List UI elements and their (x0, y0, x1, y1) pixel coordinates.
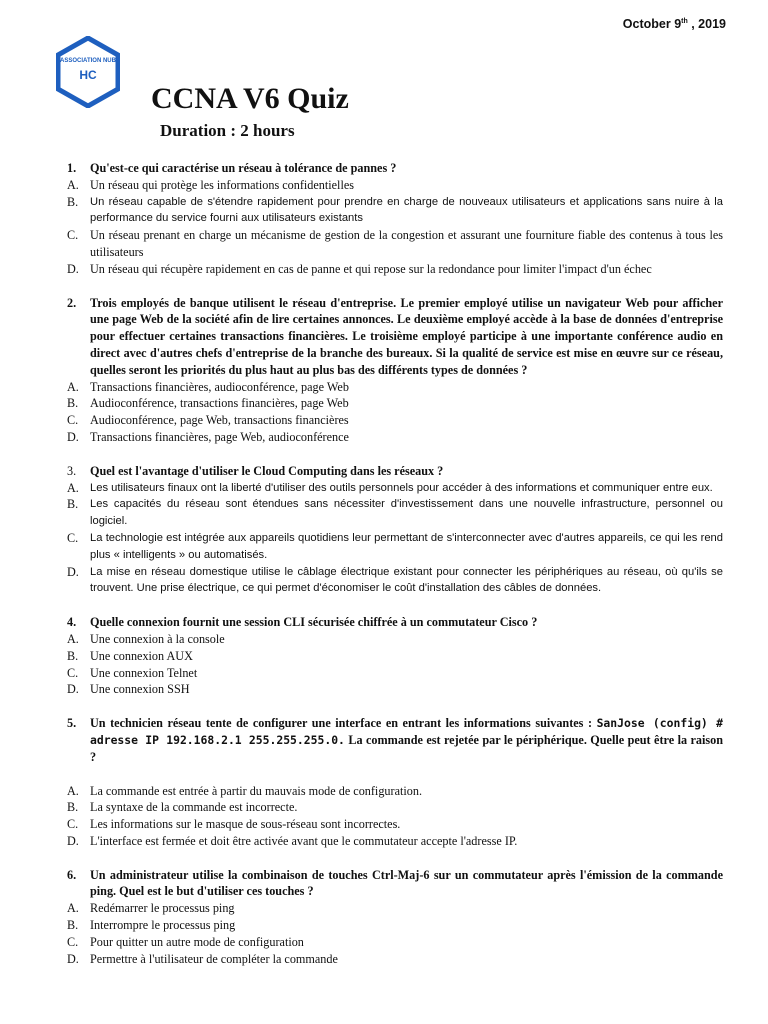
logo-initials: HC (79, 68, 97, 82)
question-5 (67, 715, 723, 850)
answer-option: A. La commande est entrée à partir du mauvais mode de configuration. (67, 783, 422, 798)
question-text: 5. Un technicien réseau tente de configurer une interface en entrant les informations suivantes : SanJose (config) # adresse IP 192.168.2.1 255.255.255.0. La commande est rejetée par le périphérique. Quelle peut être la raison ? (67, 716, 723, 764)
answer-option: D. Un réseau qui récupère rapidement en cas de panne et qui repose sur la redondance pour limiter l'impact d'un échec (67, 261, 652, 276)
answer-option: C. Pour quitter un autre mode de configuration (67, 934, 304, 949)
answer-option: B. Les capacités du réseau sont étendues sans nécessiter d'investissement dans une nouvelle infrastructure, personnel ou logiciel. (67, 497, 723, 528)
answer-option: C. Une connexion Telnet (67, 665, 198, 680)
question-1 (67, 160, 723, 278)
question-text: 6. Un administrateur utilise la combinaison de touches Ctrl-Maj-6 sur un commutateur après l'émission de la commande ping. Quel est le but d'utiliser ces touches ? (67, 867, 723, 899)
quiz-duration: Duration : 2 hours (160, 121, 295, 140)
answer-option: D. Transactions financières, page Web, audioconférence (67, 429, 349, 444)
organization-logo (56, 36, 120, 108)
answer-option: B. Interrompre le processus ping (67, 918, 236, 933)
answer-option: B. Un réseau capable de s'étendre rapidement pour prendre en charge de nouveaux utilisateurs et applications sans nuire à la performance du service fourni aux utilisateurs existants (67, 194, 723, 225)
question-3 (67, 463, 723, 597)
answer-option: C. Les informations sur le masque de sous-réseau sont incorrectes. (67, 817, 401, 832)
answer-option: C. La technologie est intégrée aux appareils quotidiens leur permettant de s'interconnecter avec d'autres appareils, ce qui les rend plus « intelligents » ou automatisés. (67, 530, 723, 561)
document-date: October 9th , 2019 (622, 17, 726, 31)
cli-command: SanJose (config) # adresse IP 192.168.2.1 255.255.255.0. (90, 716, 723, 747)
page-title: CCNA V6 Quiz (151, 82, 349, 115)
answer-option: A. Les utilisateurs finaux ont la liberté d'utiliser des outils personnels pour accéder à des informations et communiquer entre eux. (67, 480, 713, 495)
question-text: 2. Trois employés de banque utilisent le réseau d'entreprise. Le premier employé utilise un navigateur Web pour afficher une page Web de la société afin de lire certaines annonces. Le deuxième employé accède à la base de données d'entreprise pour effectuer certaines transactions financières. Le troisième employé participe à une importante conférence audio en direct avec d'autres chefs d'entreprise de la branche des bureaux. Si la qualité de service est mise en œuvre sur ce réseau, quelles seront les priorités du plus haut au plus bas des différents types de données ? (67, 295, 723, 377)
answer-option: D. L'interface est fermée et doit être activée avant que le commutateur accepte l'adresse IP. (67, 833, 518, 848)
answer-option: A. Redémarrer le processus ping (67, 901, 235, 916)
answer-option: B. Audioconférence, transactions financières, page Web (67, 396, 349, 411)
quiz-content (67, 160, 723, 984)
answer-option: D. Permettre à l'utilisateur de compléter la commande (67, 951, 338, 966)
answer-option: D. Une connexion SSH (67, 682, 190, 697)
answer-option: C. Audioconférence, page Web, transactions financières (67, 413, 349, 428)
question-6 (67, 867, 723, 968)
answer-option: A. Un réseau qui protège les informations confidentielles (67, 177, 354, 192)
answer-option: C. Un réseau prenant en charge un mécanisme de gestion de la congestion et assurant une fourniture fiable des contenus à tous les utilisateurs (67, 228, 723, 259)
answer-option: D. La mise en réseau domestique utilise le câblage électrique existant pour connecter les périphériques au réseau, où qu'ils se trouvent. Une prise électrique, ce qui permet d'économiser le coût d'installation des câbles de données. (67, 564, 723, 595)
question-2 (67, 295, 723, 446)
answer-option: B. Une connexion AUX (67, 648, 193, 663)
question-text: 4. Quelle connexion fournit une session CLI sécurisée chiffrée à un commutateur Cisco ? (67, 615, 538, 630)
answer-option: A. Une connexion à la console (67, 631, 225, 646)
question-text: 3. Quel est l'avantage d'utiliser le Cloud Computing dans les réseaux ? (67, 463, 444, 478)
answer-option: A. Transactions financières, audioconférence, page Web (67, 379, 349, 394)
answer-option: B. La syntaxe de la commande est incorrecte. (67, 800, 298, 815)
question-4 (67, 614, 723, 698)
question-text: 1. Qu'est-ce qui caractérise un réseau à tolérance de pannes ? (67, 161, 397, 175)
logo-text: ASSOCIATION NUB (60, 58, 116, 64)
